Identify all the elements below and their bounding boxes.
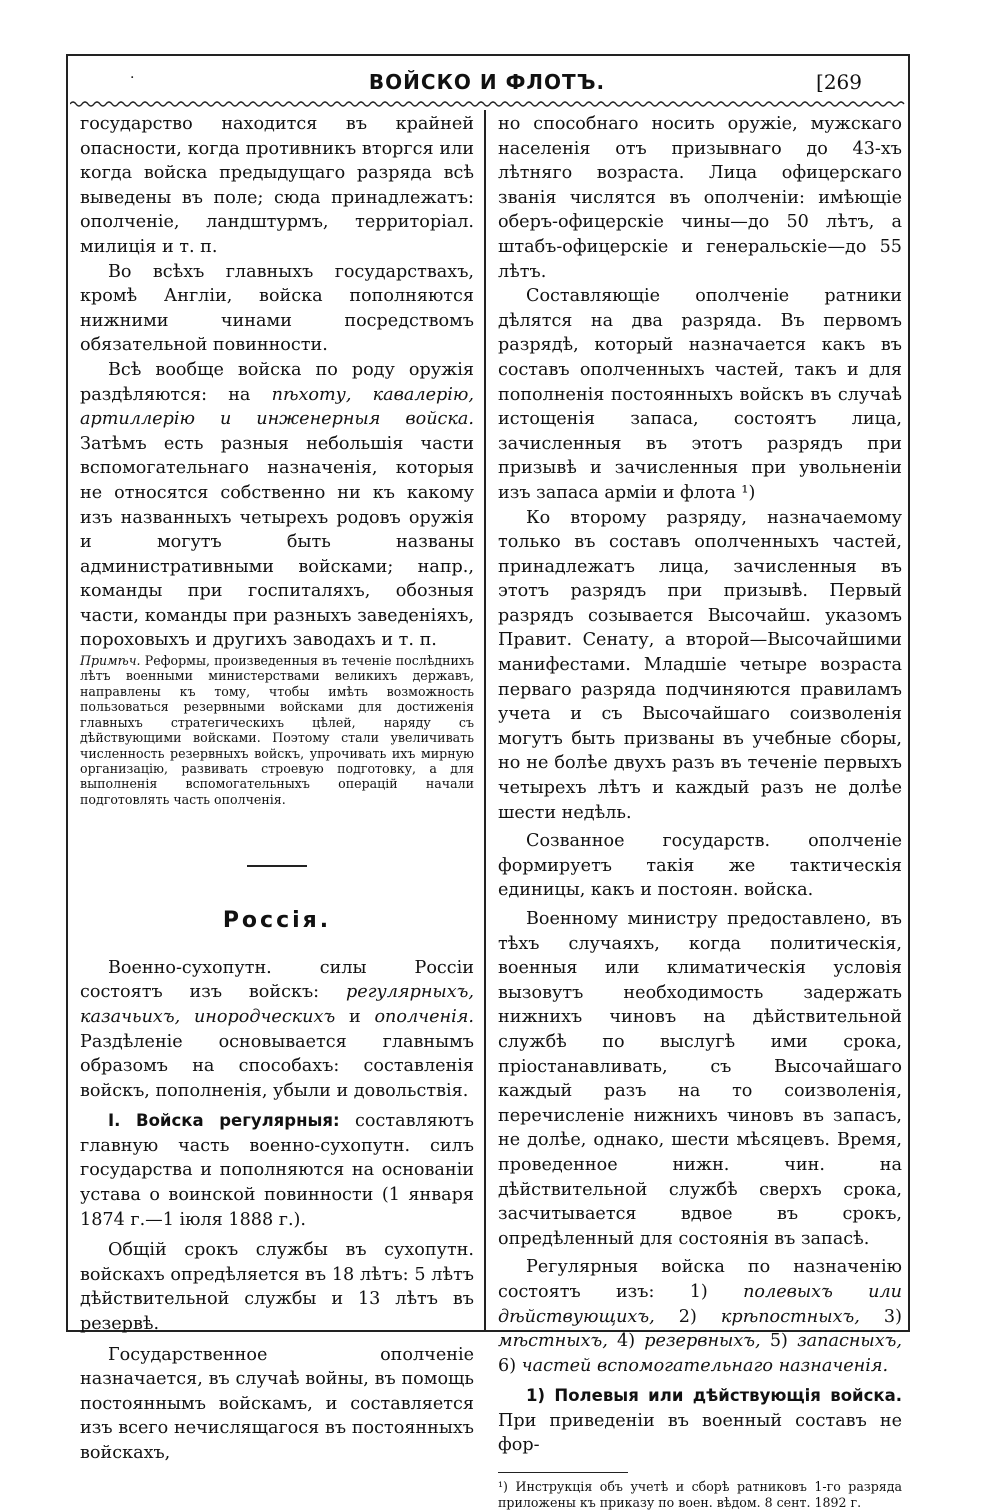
bold-heading: 1) Полевыя или дѣйствующія войска. bbox=[526, 1386, 902, 1406]
page-number: [269 bbox=[816, 70, 862, 94]
text-run: Всѣ вообще войска по роду оружія раздѣляются: на bbox=[80, 359, 474, 405]
text-run: Раздѣленіе основывается главнымъ образомъ на способахъ: составленія войскъ, пополненія, убыли и довольствія. bbox=[80, 1031, 474, 1101]
paragraph-weapon-types bbox=[80, 358, 474, 653]
italic-text: крѣпостныхъ, bbox=[720, 1306, 860, 1327]
italic-text: мѣстныхъ, bbox=[498, 1331, 608, 1352]
footnote-rule bbox=[498, 1472, 628, 1473]
italic-text: полевыхъ или дѣйствующихъ, bbox=[498, 1281, 903, 1327]
paragraph: Государственное ополченіе назначается, въ случаѣ войны, въ помощь постояннымъ войскамъ, и составляется изъ всего нечислящагося въ постоянныхъ войскахъ, bbox=[80, 1344, 474, 1463]
paragraph: Ко второму разряду, назначаемому только въ составъ ополченныхъ частей, принадлежатъ лица, зачисленныя въ этотъ разрядъ при призывѣ. Первый разрядъ созывается Высочайш. указомъ Правит. Сенату, а второй—Высочайшими манифестами. Младшіе четыре возраста перваго разряда подчиняются правиламъ учета и съ Высочайшаго соизволенія могутъ быть призваны въ учебные сборы, но не болѣе двухъ разъ въ теченіе первыхъ четырехъ лѣтъ и каждый разъ не долѣе шести недѣль. bbox=[498, 507, 902, 823]
text-run: 3) bbox=[859, 1306, 902, 1327]
left-column bbox=[80, 112, 474, 1466]
italic-text: частей вспомогательнаго назначенія. bbox=[521, 1355, 889, 1376]
wavy-header-rule bbox=[70, 100, 906, 108]
text-run: Затѣмъ есть разныя небольшія части вспомогательнаго назначенія, которыя не относятся собственно ни къ какому изъ названныхъ четырехъ родовъ оружія и могутъ быть названы административными войсками; напр., команды при госпиталяхъ, обозныя части, команды при разныхъ заведеніяхъ, пороховыхъ и другихъ заводахъ и т. п. bbox=[80, 433, 474, 651]
text-run: Военно-сухопутн. силы Россіи состоятъ изъ войскъ: bbox=[80, 957, 474, 1003]
paragraph: но способнаго носить оружіе, мужскаго населенія отъ призывнаго до 43-хъ лѣтняго возраста. Лица офицерскаго званія числятся въ ополченіи: имѣющіе оберъ-офицерскіе чины—до 50 лѣтъ, а штабъ-офицерскіе и генеральскіе—до 55 лѣтъ. bbox=[498, 114, 902, 282]
note-paragraph bbox=[80, 653, 474, 807]
paragraph-forces bbox=[80, 956, 474, 1104]
running-title: ВОЙСКО И ФЛОТЪ. bbox=[368, 70, 606, 94]
paragraph: Созванное государств. ополченіе формируетъ такія же тактическія единицы, какъ и постоян. войска. bbox=[498, 831, 902, 901]
note-label: Примѣч. bbox=[80, 653, 141, 669]
text-run: 2) bbox=[654, 1306, 721, 1327]
footnote: ¹) Инструкція объ учетѣ и сборѣ ратниковъ 1-го разряда приложены къ приказу по воен. вѣдом. 8 сент. 1892 г. bbox=[498, 1479, 902, 1510]
text-run: 4) bbox=[607, 1331, 645, 1352]
paragraph-field-troops bbox=[498, 1384, 902, 1458]
section-title: Россія. bbox=[222, 908, 332, 934]
text-run: 5) bbox=[760, 1331, 798, 1352]
column-divider bbox=[484, 110, 486, 1330]
paragraph-troop-types bbox=[498, 1255, 902, 1378]
italic-text: резервныхъ, bbox=[644, 1331, 761, 1352]
text-run: Регулярныя войска по назначенію состоятъ изъ: 1) bbox=[498, 1257, 902, 1302]
frame-top-rule bbox=[68, 54, 910, 56]
header-dot: · bbox=[130, 70, 135, 86]
paragraph: Военному министру предоставлено, въ тѣхъ случаяхъ, когда политическія, военныя или климатическія условія вызовутъ необходимость задержать нижнихъ чиновъ на дѣйствительной службѣ по выслугѣ ими срока, пріостанавливать, съ Высочайшаго каждый разъ на то соизволенія, перечисленіе нижнихъ чиновъ въ запасъ, не долѣе, однако, шести мѣсяцевъ. Время, проведенное нижн. чин. на дѣйствительной службѣ сверхъ срока, засчитывается вдвое въ срокъ, опредѣленный для состоянія въ запасѣ. bbox=[498, 909, 902, 1249]
frame-left-rule bbox=[66, 54, 68, 1332]
paragraph: Во всѣхъ главныхъ государствахъ, кромѣ Англіи, войска пополняются нижними чинами посредствомъ обязательной повинности. bbox=[80, 261, 474, 356]
italic-text: ополченія. bbox=[374, 1006, 474, 1027]
italic-text: регулярныхъ, казачьихъ, инородческихъ bbox=[80, 982, 474, 1027]
italic-text: запасныхъ, bbox=[797, 1331, 902, 1352]
section-separator bbox=[247, 865, 307, 867]
italic-text: пѣхоту, кавалерію, артиллерію и инженерныя войска. bbox=[80, 384, 474, 430]
text-run: составляютъ главную часть военно-сухопутн. силъ государства и пополняются на основаніи устава о воинской повинности (1 января 1874 г.—1 іюля 1888 г.). bbox=[80, 1111, 474, 1230]
right-column bbox=[498, 112, 902, 1510]
text-run: и bbox=[335, 1006, 375, 1027]
paragraph: Общій срокъ службы въ сухопутн. войскахъ опредѣляется въ 18 лѣтъ: 5 лѣтъ дѣйствительной службы и 13 лѣтъ въ резервѣ. bbox=[80, 1240, 474, 1335]
paragraph-regular-troops bbox=[80, 1109, 474, 1232]
note-text: Реформы, произведенныя въ теченіе послѣднихъ лѣтъ военными министерствами великихъ державъ, направлены къ тому, чтобы имѣть возможность пользоваться резервными войсками для достиженія главныхъ стратегическихъ цѣлей, наряду съ дѣйствующими войсками. Поэтому стали увеличивать численность резервныхъ войскъ, упрочивать ихъ мирную организацію, развивать строевую подготовку, а для выполненія вспомогательныхъ операцій начали подготовлять часть ополченія. bbox=[80, 653, 474, 807]
text-run: При приведеніи въ военный составъ не фор- bbox=[498, 1410, 902, 1456]
paragraph: государство находится въ крайней опасности, когда противникъ вторгся или когда войска предыдущаго разряда всѣ выведены въ поле; сюда принадлежатъ: ополченіе, ландштурмъ, территоріал. милиція и т. п. bbox=[80, 114, 474, 257]
bold-heading: I. Войска регулярныя: bbox=[108, 1111, 340, 1131]
frame-right-rule bbox=[908, 54, 910, 1332]
text-run: 6) bbox=[498, 1355, 522, 1376]
paragraph: Составляющіе ополченіе ратники дѣлятся на два разряда. Въ первомъ разрядѣ, который назначается какъ въ составъ ополченныхъ частей, такъ и для пополненія постоянныхъ войскъ въ случаѣ истощенія запаса, состоятъ лица, зачисленныя въ этотъ разрядъ при призывѣ и зачисленныя при увольненіи изъ запаса арміи и флота ¹) bbox=[498, 286, 902, 503]
